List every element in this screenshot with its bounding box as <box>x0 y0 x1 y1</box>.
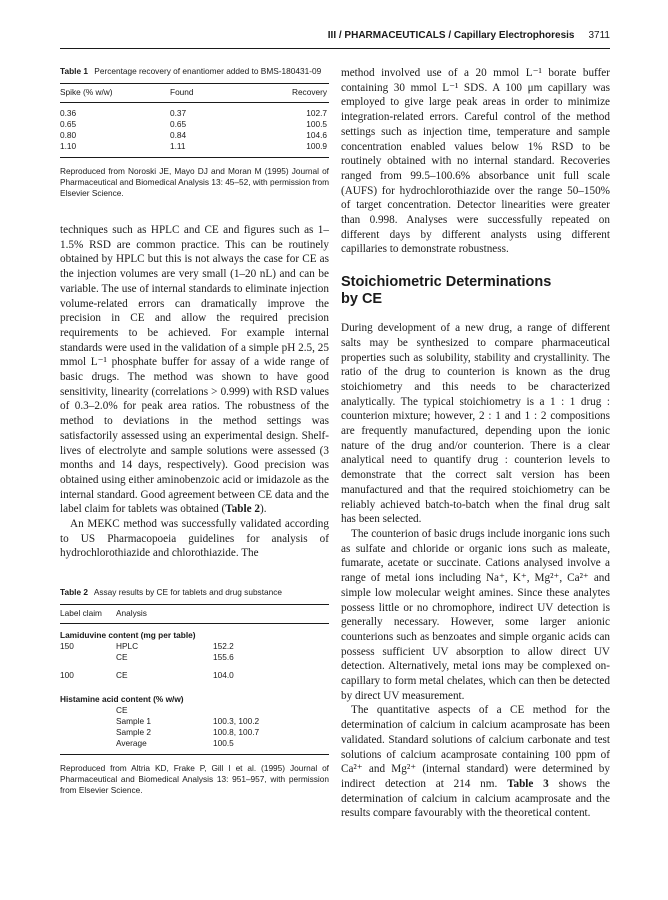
table-2-caption <box>60 587 329 598</box>
table-row <box>60 705 329 716</box>
row-gap <box>60 663 329 670</box>
right-column <box>341 66 610 821</box>
left-column <box>60 66 329 796</box>
table-cell: 104.0 <box>213 670 234 681</box>
left-paragraph-1-text: techniques such as HPLC and CE and figures such as 1–1.5% RSD are common practice. This can be routinely obtained by HPLC but this is not always the case for CE as the injection volumes are very small (1–20 nL) and can be variable. The use of internal standards to eliminate injection volume-related errors can dramatically improve the precision in CE and allow the required precision requirements to be achieved. For example internal standards were used in the validation of a simple pH 2.5, 25 mmol L⁻¹ phosphate buffer for assay of a wide range of basic drugs. The method was shown to have good sensitivity, linearity (correlations > 0.999) with RSD values of 0.3–2.0% for peak area ratios. The robustness of the method to deviations in the method settings was satisfactorily assessed using an experimental design. Shelf-lives of electrolyte and sample solutions were assessed (3 months and 14 days, respectively). Good precision was obtained using either aminobenzoic acid or imidazole as the internal standard. Good agreement between CE data and the label claim for tablets was obtained ( <box>60 224 329 516</box>
table-2-footnote: Reproduced from Altria KD, Frake P, Gill I et al. (1995) Journal of Pharmaceutical and Biomedical Analysis 13: 951–957, with permission from Elsevier Science. <box>60 763 329 796</box>
table-cell: 0.37 <box>170 108 187 118</box>
section-heading <box>341 274 610 308</box>
spacer <box>60 561 329 587</box>
table-2-bottom-rule <box>60 754 329 755</box>
right-paragraph-3: The counterion of basic drugs include inorganic ions such as sulfate and chloride or organic ions such as maleate, fumarate, acetate or succinate. Cations analysed involve a range of metal ions including Na⁺, K⁺, Mg²⁺, Ca²⁺ and simple low molecular weight amines. Since these analytes possess little or no chromophore, indirect UV detection is generally necessary. However, some larger anionic counterions such as benzoates and simple organic acids can possess sufficient UV absorption to allow direct UV detection. Alternatively, metal ions may be complexed on-capillary to form metal chelates, which can then be detected by direct UV measurement. <box>341 527 610 702</box>
table-cell: 150 <box>60 641 74 652</box>
table-cell: 155.6 <box>213 652 234 663</box>
table-row <box>60 670 329 681</box>
right-paragraph-1: method involved use of a 20 mmol L⁻¹ borate buffer containing 30 mmol L⁻¹ SDS. A 100 μm capillary was employed to give large peak areas in order to minimize integration-related errors. Careful control of the method settings such as injection time, temperature and sample concentration enabled values below 1% RSD to be routinely obtained with no internal standard. Recoveries ranged from 99.5–100.6% absorbance unit full scale (AUFS) for hydrochlorothiazide over the range 50–150% of target concentration. Detector linearities were greater than 0.998. Analyses were successfully repeated on different days by different analysts using different capillaries to demonstrate robustness. <box>341 67 610 256</box>
table-1-col-found: Found <box>170 87 194 97</box>
table-row <box>60 652 329 663</box>
table-cell: CE <box>116 670 128 681</box>
table-1-col-spike: Spike (% w/w) <box>60 87 113 97</box>
right-paragraph-2: During development of a new drug, a range of different salts may be synthesized to compare pharmaceutical properties such as solubility, stability and crystallinity. The ratio of the drug to counterion is known as the drug stoichiometry and this needs to be characterized analytically. The typical stoichiometry is a 1 : 1 drug : counterion mixture; however, 2 : 1 and 1 : 2 compositions are frequently manufactured, depending upon the ionic nature of the drug and/or counterion. There is a clear analytical need to quantify drug : counterion levels to demonstrate that the correct salt version has been manufactured and that the required stoichiometry can be reliably achieved batch-to-batch when the final drug salt has been selected. <box>341 322 610 526</box>
table-cell: 0.84 <box>170 130 187 140</box>
table-row <box>60 108 329 119</box>
table-row <box>60 119 329 130</box>
table-3-reference[interactable]: Table 3 <box>507 777 549 790</box>
table-cell <box>213 705 329 716</box>
table-1-bottom-rule <box>60 157 329 158</box>
table-2-label: Table 2 <box>60 587 88 598</box>
table-2-reference[interactable]: Table 2 <box>225 503 260 516</box>
table-row <box>60 130 329 141</box>
table-1-header-row <box>60 84 329 102</box>
table-2 <box>60 587 329 796</box>
header-rule <box>60 48 610 49</box>
table-cell: Sample 2 <box>116 727 152 738</box>
table-cell: 104.6 <box>306 130 327 140</box>
table-cell <box>60 716 116 727</box>
table-cell: 152.2 <box>213 641 234 652</box>
left-paragraph-2: An MEKC method was successfully validated according to US Pharmacopoeia guidelines for analysis of hydrochlorothiazide and chlorothiazide. The <box>60 518 329 560</box>
table-cell: 0.80 <box>60 130 77 140</box>
table-1-body <box>60 103 329 157</box>
table-1 <box>60 66 329 199</box>
table-cell: 0.65 <box>170 119 187 129</box>
table-cell: 0.65 <box>60 119 77 129</box>
table-cell: 1.10 <box>60 141 77 151</box>
table-row <box>60 141 329 152</box>
table-2-col-result <box>213 608 329 619</box>
table-2-group-1-title: Lamiduvine content (mg per table) <box>60 630 196 641</box>
table-cell: 100.3, 100.2 <box>213 716 260 727</box>
row-gap <box>60 681 329 688</box>
table-row <box>60 641 329 652</box>
table-cell: 0.36 <box>60 108 77 118</box>
page-number: 3711 <box>588 30 610 41</box>
table-cell: 100.5 <box>213 738 234 749</box>
table-1-label: Table 1 <box>60 66 88 76</box>
table-row <box>60 727 329 738</box>
table-2-group-2-title: Histamine acid content (% w/w) <box>60 694 184 705</box>
table-1-col-recovery: Recovery <box>291 87 327 97</box>
spacer <box>60 199 329 223</box>
table-2-caption-text: Assay results by CE for tablets and drug substance <box>93 587 283 598</box>
table-cell: 100.9 <box>306 141 327 151</box>
table-cell <box>60 652 116 663</box>
table-cell: Sample 1 <box>116 716 152 727</box>
left-paragraph-1-end: ). <box>260 503 267 516</box>
table-1-footnote: Reproduced from Noroski JE, Mayo DJ and Moran M (1995) Journal of Pharmaceutical and Biomedical Analysis 13: 45–52, with permission from Elsevier Science. <box>60 166 329 198</box>
table-cell <box>60 727 116 738</box>
right-paragraph-4-text: The quantitative aspects of a CE method for the determination of calcium in calcium acamprosate has been validated. Standard solutions of calcium carbonate and test solutions of calcium acamprosate containing 100 ppm of Ca²⁺ and Mg²⁺ (internal standard) were determined by indirect detection at 214 nm. <box>341 704 610 790</box>
table-cell <box>60 705 116 716</box>
table-2-col-analysis: Analysis <box>116 608 147 619</box>
table-2-header-row <box>60 605 329 623</box>
table-cell: HPLC <box>116 641 139 652</box>
table-1-caption <box>60 66 329 77</box>
running-title: III / PHARMACEUTICALS / Capillary Electrophoresis <box>327 30 575 41</box>
right-paragraph-4 <box>341 703 610 821</box>
spacer <box>341 257 610 274</box>
table-2-col-label-claim: Label claim <box>60 608 102 619</box>
table-row <box>60 738 329 749</box>
table-cell <box>60 738 116 749</box>
table-cell: 102.7 <box>306 108 327 118</box>
running-header <box>60 30 610 44</box>
table-cell: CE <box>116 652 128 663</box>
table-cell: 100 <box>60 670 74 681</box>
table-cell: 1.11 <box>170 141 186 151</box>
left-paragraph-1 <box>60 223 329 517</box>
spacer <box>341 308 610 321</box>
table-1-caption-text: Percentage recovery of enantiomer added to BMS-180431-09 <box>94 66 322 76</box>
table-cell: Average <box>116 738 147 749</box>
section-heading-line-2: by CE <box>341 291 383 308</box>
table-cell: CE <box>116 705 128 716</box>
table-cell: 100.8, 100.7 <box>213 727 260 738</box>
table-2-header-rule <box>60 623 329 624</box>
right-paragraph-4-end: shows the determination of calcium in calcium acamprosate and the results compare favourably with the theoretical content. <box>341 777 610 820</box>
section-heading-line-1: Stoichiometric Determinations <box>341 274 552 291</box>
table-cell: 100.5 <box>306 119 327 129</box>
table-row <box>60 716 329 727</box>
